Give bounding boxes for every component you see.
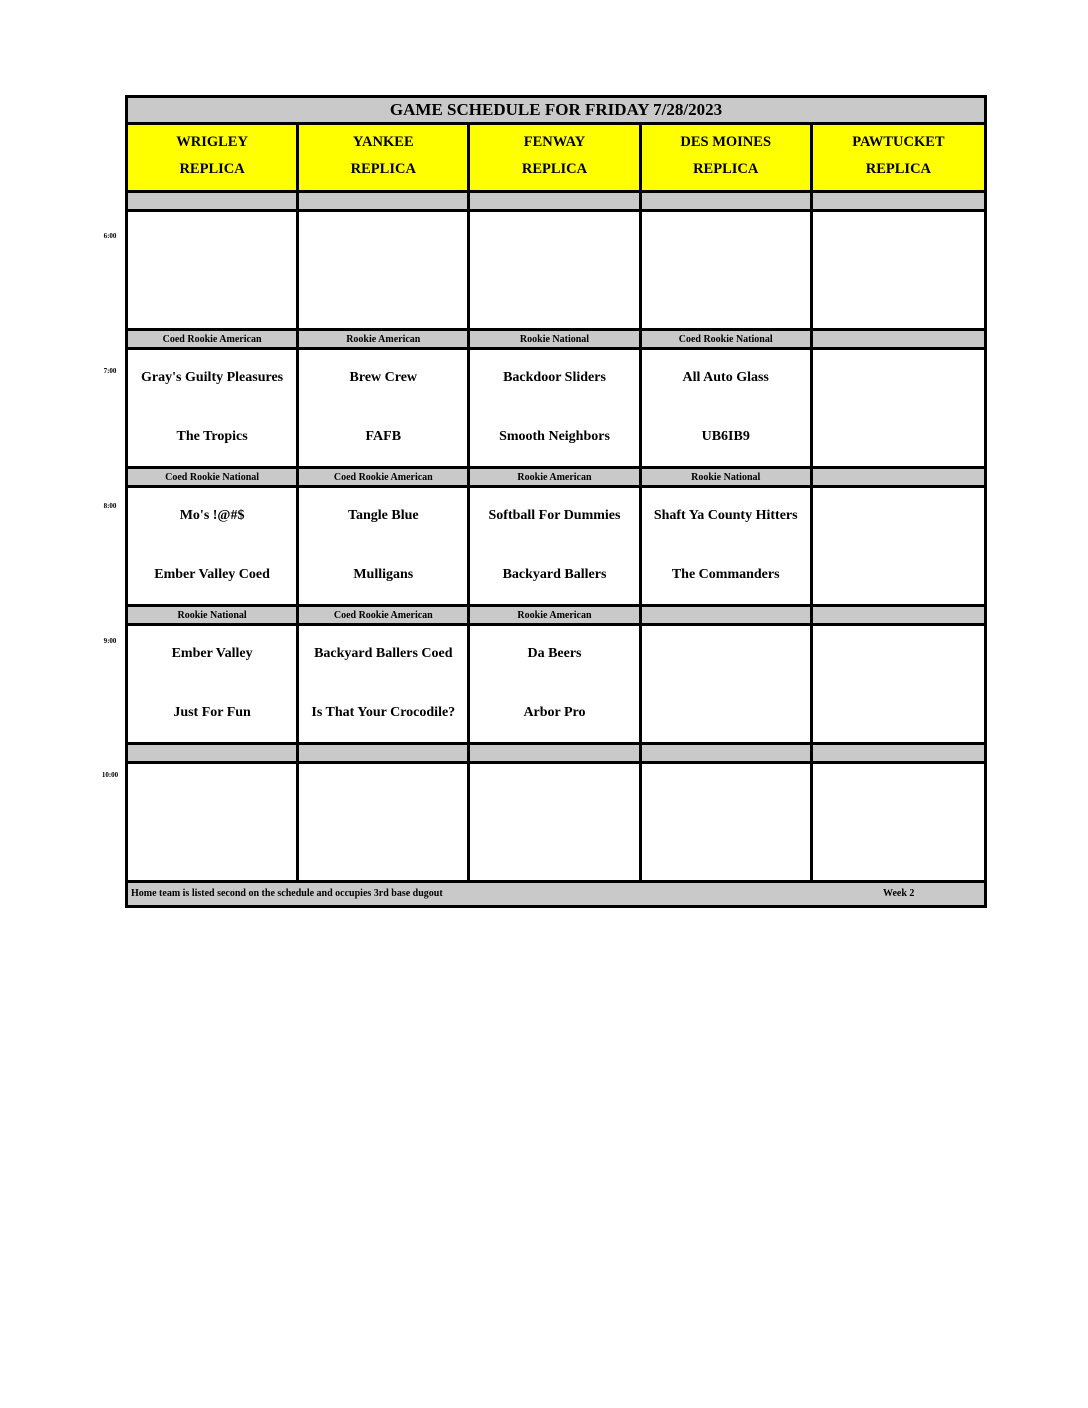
- home-team: Just For Fun: [173, 705, 251, 720]
- home-team: Backyard Ballers: [502, 567, 607, 582]
- schedule-title: GAME SCHEDULE FOR FRIDAY 7/28/2023: [128, 98, 984, 125]
- game-cell: [642, 212, 813, 328]
- home-team: Arbor Pro: [523, 705, 586, 720]
- home-team: Mulligans: [353, 567, 414, 582]
- division-label: [128, 193, 299, 209]
- game-cell: [813, 212, 984, 328]
- home-team: Ember Valley Coed: [154, 567, 270, 582]
- away-team: Mo's !@#$: [179, 508, 245, 523]
- field-header-des-moines: [642, 125, 813, 193]
- home-team: The Commanders: [671, 567, 780, 582]
- division-label: Coed Rookie American: [128, 331, 299, 347]
- game-cell: [642, 488, 813, 604]
- game-cell: [470, 764, 641, 880]
- division-label: [128, 745, 299, 761]
- game-cell: [128, 764, 299, 880]
- division-row: [128, 745, 984, 764]
- game-cell: [813, 626, 984, 742]
- time-label: 8:00: [103, 502, 117, 510]
- game-row: [128, 488, 984, 607]
- field-header-fenway: [470, 125, 641, 193]
- home-team: UB6IB9: [701, 429, 750, 444]
- division-row: [128, 331, 984, 350]
- game-cell: [128, 350, 299, 466]
- field-name: PAWTUCKET: [852, 134, 945, 150]
- game-cell: [299, 626, 470, 742]
- division-label: Coed Rookie American: [299, 607, 470, 623]
- away-team: All Auto Glass: [682, 370, 769, 385]
- game-cell: [299, 212, 470, 328]
- field-subtitle: REPLICA: [350, 161, 416, 177]
- away-team: Backyard Ballers Coed: [314, 646, 453, 661]
- division-label: [642, 193, 813, 209]
- game-cell: [128, 212, 299, 328]
- division-label: [470, 193, 641, 209]
- home-team: Is That Your Crocodile?: [311, 705, 456, 720]
- home-team: FAFB: [365, 429, 402, 444]
- field-name: DES MOINES: [680, 134, 772, 150]
- game-cell: [128, 626, 299, 742]
- field-subtitle: REPLICA: [521, 161, 588, 177]
- game-cell: [642, 764, 813, 880]
- game-cell: [813, 350, 984, 466]
- division-label: Rookie American: [299, 331, 470, 347]
- field-header-yankee: [299, 125, 470, 193]
- field-subtitle: REPLICA: [693, 161, 759, 177]
- field-name: WRIGLEY: [176, 134, 248, 150]
- game-cell: [813, 764, 984, 880]
- field-name: YANKEE: [352, 134, 414, 150]
- game-cell: [470, 488, 641, 604]
- field-header-wrigley: [128, 125, 299, 193]
- division-label: [642, 607, 813, 623]
- game-row: [128, 350, 984, 469]
- game-cell: [470, 350, 641, 466]
- game-cell: [299, 764, 470, 880]
- division-label: [813, 607, 984, 623]
- division-label: Coed Rookie National: [642, 331, 813, 347]
- division-label: [299, 745, 470, 761]
- time-label: 9:00: [103, 637, 117, 645]
- division-label: [299, 193, 470, 209]
- away-team: Shaft Ya County Hitters: [653, 508, 798, 523]
- away-team: Brew Crew: [349, 370, 418, 385]
- game-row: [128, 764, 984, 883]
- game-cell: [813, 488, 984, 604]
- field-subtitle: REPLICA: [179, 161, 245, 177]
- division-row: [128, 469, 984, 488]
- away-team: Backdoor Sliders: [503, 370, 606, 385]
- division-label: Coed Rookie National: [128, 469, 299, 485]
- home-team-note: Home team is listed second on the schedule and occupies 3rd base dugout: [131, 888, 443, 899]
- time-label: 7:00: [103, 367, 117, 375]
- time-label: 6:00: [103, 232, 117, 240]
- division-label: Rookie National: [642, 469, 813, 485]
- home-team: The Tropics: [176, 429, 248, 444]
- division-label: Rookie National: [470, 331, 641, 347]
- game-cell: [299, 350, 470, 466]
- game-cell: [470, 212, 641, 328]
- home-team: Smooth Neighbors: [499, 429, 610, 444]
- week-label: Week 2: [883, 888, 915, 899]
- division-row: [128, 607, 984, 626]
- division-row: [128, 193, 984, 212]
- division-label: [813, 331, 984, 347]
- away-team: Ember Valley: [171, 646, 253, 661]
- division-label: Coed Rookie American: [299, 469, 470, 485]
- field-header-pawtucket: [813, 125, 984, 193]
- field-header-row: [128, 125, 984, 193]
- away-team: Tangle Blue: [347, 508, 419, 523]
- division-label: [642, 745, 813, 761]
- game-cell: [642, 350, 813, 466]
- game-cell: [299, 488, 470, 604]
- division-label: Rookie American: [470, 607, 641, 623]
- division-label: Rookie National: [128, 607, 299, 623]
- game-row: [128, 626, 984, 745]
- schedule-footer: [128, 883, 984, 905]
- time-label: 10:00: [101, 771, 119, 779]
- division-label: [813, 193, 984, 209]
- field-name: FENWAY: [523, 134, 586, 150]
- division-label: Rookie American: [470, 469, 641, 485]
- game-cell: [128, 488, 299, 604]
- away-team: Softball For Dummies: [488, 508, 621, 523]
- schedule-sheet: [125, 95, 987, 908]
- away-team: Da Beers: [527, 646, 582, 661]
- division-label: [813, 469, 984, 485]
- game-cell: [470, 626, 641, 742]
- away-team: Gray's Guilty Pleasures: [141, 370, 284, 385]
- division-label: [470, 745, 641, 761]
- game-row: [128, 212, 984, 331]
- game-cell: [642, 626, 813, 742]
- division-label: [813, 745, 984, 761]
- field-subtitle: REPLICA: [865, 161, 932, 177]
